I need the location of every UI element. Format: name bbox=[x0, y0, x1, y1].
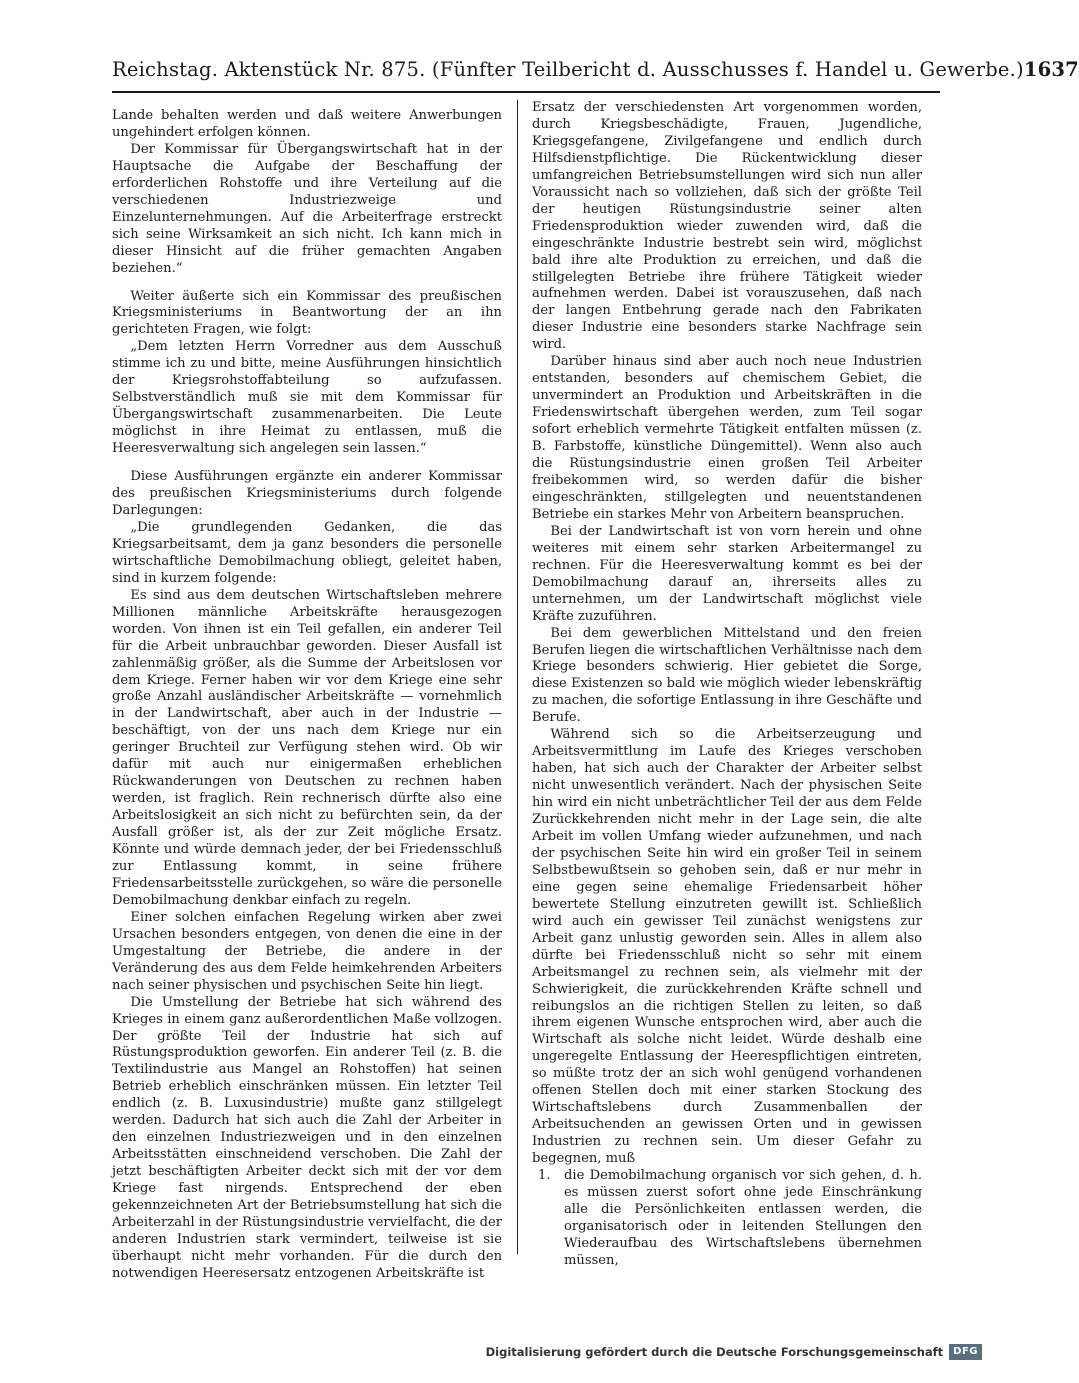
list-text: die Demobilmachung organisch vor sich gehen, d. h. es müssen zuerst sofort ohne jede Einschränkung alle die Persönlichkeiten entlassen werden, die organisatorisch oder in leitenden Stellungen den Wiederaufbau des Wirtschaftslebens übernehmen müssen, bbox=[564, 1168, 922, 1268]
document-page bbox=[112, 58, 1079, 1281]
paragraph: Einer solchen einfachen Regelung wirken aber zwei Ursachen besonders entgegen, von denen die eine in der Umgestaltung der Betriebe, die andere in der Veränderung des aus dem Felde heimkehrenden Arbeiters nach seiner physischen und psychischen Seite hin liegt. bbox=[112, 909, 502, 993]
paragraph: Die Umstellung der Betriebe hat sich während des Krieges in einem ganz außerordentlichen Maße vollzogen. Der größte Teil der Industrie hat sich auf Rüstungsproduktion geworfen. Ein anderer Teil (z. B. die Textilindustrie aus Mangel an Rohstoffen) hat seinen Betrieb erheblich einschränken müssen. Ein letzter Teil endlich (z. B. Luxusindustrie) mußte ganz stillgelegt werden. Dadurch hat sich auch die Zahl der Arbeiter in den einzelnen Industriezweigen und in den einzelnen Arbeitsstätten einschneidend verschoben. Die Zahl der jetzt beschäftigten Arbeiter deckt sich mit der vor dem Kriege fast nirgends. Entsprechend der eben gekennzeichneten Art der Betriebsumstellung hat sich die Arbeiterzahl in der Rüstungsindustrie vervielfacht, die der anderen Industrien stark vermindert, teilweise ist sie überhaupt nicht mehr vorhanden. Für die durch den notwendigen Heeresersatz entzogenen Arbeitskräfte ist bbox=[112, 994, 502, 1281]
page-header bbox=[112, 58, 1079, 90]
right-column bbox=[532, 100, 922, 1268]
paragraph: „Die grundlegenden Gedanken, die das Kriegsarbeitsamt, dem ja ganz besonders die personelle wirtschaftliche Demobilmachung obliegt, geleitet haben, sind in kurzem folgende: bbox=[112, 519, 502, 586]
paragraph: Es sind aus dem deutschen Wirtschaftsleben mehrere Millionen männliche Arbeitskräfte herausgezogen worden. Von ihnen ist ein Teil gefallen, ein anderer Teil für die Arbeit unbrauchbar geworden. Dieser Ausfall ist zahlenmäßig größer, als die Summe der Arbeitslosen vor dem Kriege. Ferner haben wir vor dem Kriege eine sehr große Anzahl ausländischer Arbeitskräfte — vornehmlich in der Landwirtschaft, aber auch in der Industrie — beschäftigt, von der uns nach dem Kriege nur ein geringer Bruchteil zur Verfügung stehen wird. Ob wir dafür mit auch nur einigermaßen erheblichen Rückwanderungen von Deutschen zu rechnen haben werden, ist fraglich. Rein rechnerisch dürfte also eine Arbeitslosigkeit an sich nicht zu befürchten sein, da der Ausfall größer ist, als der zur Zeit mögliche Ersatz. Könnte und würde demnach jeder, der bei Friedensschluß zur Entlassung kommt, in seine frühere Friedensarbeitsstelle zurückgehen, so wäre die personelle Demobilmachung denkbar einfach zu regeln. bbox=[112, 587, 502, 908]
paragraph: Bei dem gewerblichen Mittelstand und den freien Berufen liegen die wirtschaftlichen Verhältnisse nach dem Kriege besonders schwierig. Hier gebietet die Sorge, diese Existenzen so bald wie möglich wieder lebenskräftig zu machen, die sofortige Entlassung in ihre Geschäfte und Berufe. bbox=[532, 625, 922, 726]
paragraph: Der Kommissar für Übergangswirtschaft hat in der Hauptsache die Aufgabe der Beschaffung der erforderlichen Rohstoffe und ihre Verteilung auf die verschiedenen Industriezweige und Einzelunternehmungen. Auf die Arbeiterfrage erstreckt sich seine Wirksamkeit an sich nicht. Ich kann mich in dieser Hinsicht auf die früher gemachten Angaben beziehen.“ bbox=[112, 141, 502, 276]
paragraph: Lande behalten werden und daß weitere Anwerbungen ungehindert erfolgen können. bbox=[112, 108, 502, 140]
paragraph: Weiter äußerte sich ein Kommissar des preußischen Kriegsministeriums in Beantwortung der an ihn gerichteten Fragen, wie folgt: bbox=[112, 288, 502, 338]
footer-text: Digitalisierung gefördert durch die Deutsche Forschungsgemeinschaft bbox=[485, 1345, 944, 1359]
paragraph: Ersatz der verschiedensten Art vorgenommen worden, durch Kriegsbeschädigte, Frauen, Jugendliche, Kriegsgefangene, Zivilgefangene und endlich durch Hilfsdienstpflichtige. Die Rückentwicklung dieser umfangreichen Betriebsumstellungen wird sich nun aller Voraussicht nach so vollziehen, daß sich der größte Teil der heutigen Rüstungsindustrie seiner alten Friedensproduktion wieder zuwenden wird, daß die eingeschränkte Industrie bestrebt sein wird, möglichst bald ihre alte Produktion zu erreichen, und daß die stillgelegten Betriebe ihre frühere Tätigkeit wieder aufnehmen werden. Dabei ist vorauszusehen, daß nach der langen Entbehrung gerade nach den Fabrikaten dieser Industrie eine besonders starke Nachfrage sein wird. bbox=[532, 100, 922, 353]
page-number: 1637 bbox=[1023, 58, 1079, 81]
paragraph: Bei der Landwirtschaft ist von vorn herein und ohne weiteres mit einem sehr starken Arbeitermangel zu rechnen. Für die Heeresverwaltung kommt es bei der Demobilmachung darauf an, ihrerseits alles zu unternehmen, um der Landwirtschaft möglichst viele Kräfte zuzuführen. bbox=[532, 523, 922, 624]
paragraph: Während sich so die Arbeitserzeugung und Arbeitsvermittlung im Laufe des Krieges verschoben haben, hat sich auch der Charakter der Arbeiter selbst nicht unwesentlich verändert. Nach der physischen Seite hin wird ein nicht unbeträchtlicher Teil der aus dem Felde Zurückkehrenden nicht mehr in der Lage sein, die alte Arbeit im vollen Umfang wieder aufzunehmen, und nach der psychischen Seite hin wird ein großer Teil in seinem Selbstbewußtsein so gehoben sein, daß er nur mehr in eine gegen seine ehemalige Friedensarbeit höher bewertete Stellung einzutreten gewillt ist. Schließlich wird auch ein gewisser Teil zunächst wenigstens zur Arbeit ganz unlustig geworden sein. Alles in allem also dürfte bei Friedensschluß nicht so sehr mit einem Arbeitsmangel zu rechnen sein, als vielmehr mit der Schwierigkeit, die zurückkehrenden Kräfte schnell und reibungslos an die richtigen Stellen zu leiten, so daß ihrem eigenen Wunsche entsprochen wird, aber auch die Wirtschaft als solche nicht leidet. Würde deshalb eine ungeregelte Entlassung der Heerespflichtigen eintreten, so müßte trotz der an sich wohl genügend vorhandenen offenen Stellen doch mit einer starken Stockung des Wirtschaftslebens durch Zusammenballen der Arbeitsuchenden an gewissen Orten und in gewissen Industrien zu rechnen sein. Um dieser Gefahr zu begegnen, muß bbox=[532, 727, 922, 1167]
running-title: Reichstag. Aktenstück Nr. 875. (Fünfter Teilbericht d. Ausschusses f. Handel u. Gewerbe.) bbox=[112, 58, 1024, 81]
header-rule bbox=[112, 91, 940, 93]
list-number: 1. bbox=[538, 1168, 551, 1184]
left-column bbox=[112, 108, 502, 1281]
column-separator bbox=[517, 100, 518, 1254]
paragraph: Diese Ausführungen ergänzte ein anderer Kommissar des preußischen Kriegsministeriums durch folgende Darlegungen: bbox=[112, 469, 502, 518]
paragraph: „Dem letzten Herrn Vorredner aus dem Ausschuß stimme ich zu und bitte, meine Ausführungen hinsichtlich der Kriegsrohstoffabteilung so aufzufassen. Selbstverständlich muß sie mit dem Kommissar für Übergangswirtschaft zusammenarbeiten. Die Leute möglichst in ihre Heimat zu entlassen, muß die Heeresverwaltung sich angelegen sein lassen.“ bbox=[112, 339, 502, 457]
digitization-footer bbox=[486, 1341, 982, 1363]
numbered-list-item bbox=[532, 1168, 922, 1270]
paragraph: Darüber hinaus sind aber auch noch neue Industrien entstanden, besonders auf chemischem Gebiet, die unvermindert an Produktion und Arbeitskräften in die Friedenswirtschaft übergehen werden, zum Teil sogar sofort erheblich vermehrte Tätigkeit entfalten müssen (z. B. Farbstoffe, künstliche Düngemittel). Wenn also auch die Rüstungsindustrie einen großen Teil Arbeiter freibekommen wird, so werden dafür die bisher eingeschränkten, stillgelegten und neuentstandenen Betriebe ein starkes Mehr von Arbeitern beanspruchen. bbox=[532, 354, 922, 522]
dfg-logo-icon: DFG bbox=[949, 1344, 982, 1360]
